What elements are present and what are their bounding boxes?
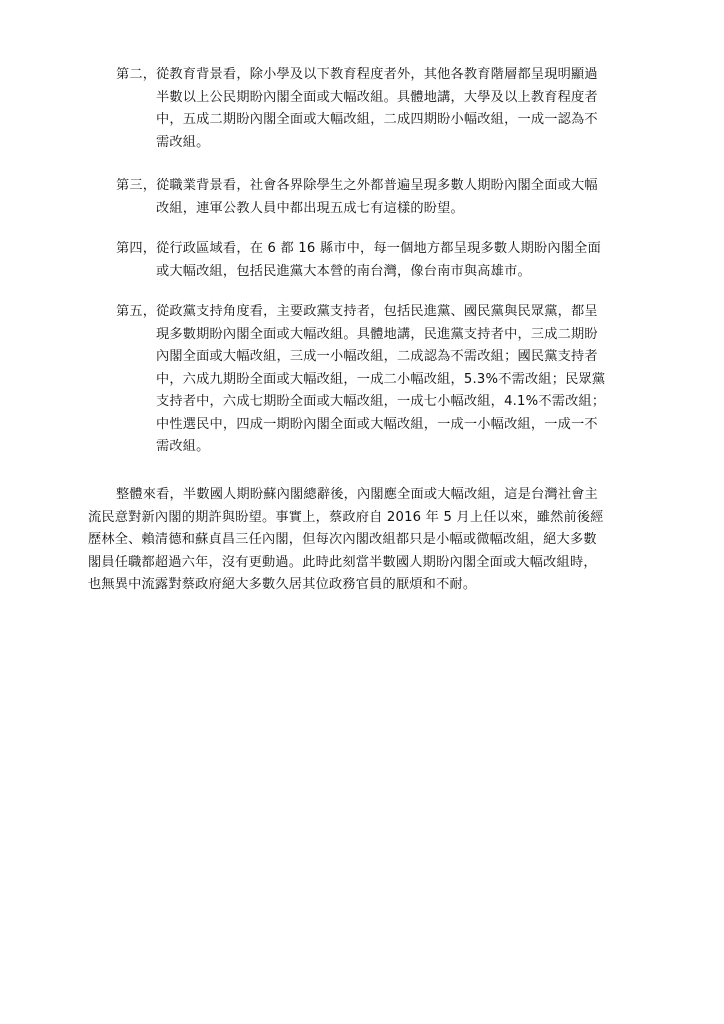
paragraph-marker: 第五， [116,304,157,319]
paragraph-line: 內閣全面或大幅改組，三成一小幅改組，二成認為不需改組；國民黨支持者 [156,349,598,364]
paragraph-marker: 第四， [116,241,157,256]
paragraph-line: 中，六成九期盼全面或大幅改組，一成二小幅改組，5.3%不需改組；民眾黨 [156,371,606,387]
summary-line: 整體來看，半數國人期盼蘇內閣總辭後，內閣應全面或大幅改組，這是台灣社會主 [116,487,598,502]
summary-line: 閣員任職都超過六年，沒有更動過。此時此刻當半數國人期盼內閣全面或大幅改組時， [88,554,597,570]
paragraph-line: 現多數期盼內閣全面或大幅改組。具體地講，民進黨支持者中，三成二期盼 [156,326,598,342]
paragraph-line: 支持者中，六成七期盼全面或大幅改組，一成七小幅改組，4.1%不需改組； [156,394,606,409]
numbered-paragraph-4 [116,238,642,283]
paragraph-line: 或大幅改組，包括民進黨大本營的南台灣，像台南市與高雄市。 [156,263,531,279]
paragraph-marker: 第三， [116,178,157,193]
summary-line: 歷林全、賴清德和蘇貞昌三任內閣，但每次內閣改組都只是小幅或微幅改組，絕大多數 [88,532,597,547]
paragraph-marker: 第二， [116,67,157,82]
paragraph-line: 中，五成二期盼內閣全面或大幅改組，二成四期盼小幅改組，一成一認為不 [156,112,598,127]
paragraph-line: 中性選民中，四成一期盼內閣全面或大幅改組，一成一小幅改組，一成一不 [156,416,598,432]
paragraph-line: 需改組。 [156,439,210,454]
numbered-paragraph-2 [116,64,642,154]
summary-line: 也無異中流露對蔡政府絕大多數久居其位政務官員的厭煩和不耐。 [88,577,477,592]
numbered-paragraph-5 [116,301,642,459]
paragraph-line: 從教育背景看，除小學及以下教育程度者外，其他各教育階層都呈現明顯過 [156,67,598,82]
paragraph-line: 需改組。 [156,134,210,150]
paragraph-line: 改組，連軍公教人員中都出現五成七有這樣的盼望。 [156,200,464,216]
paragraph-line: 從政黨支持角度看，主要政黨支持者，包括民進黨、國民黨與民眾黨，都呈 [156,304,598,319]
paragraph-line: 從行政區域看，在 6 都 16 縣市中，每一個地方都呈現多數人期盼內閣全面 [156,241,601,256]
paragraph-line: 從職業背景看，社會各界除學生之外都普遍呈現多數人期盼內閣全面或大幅 [156,178,598,193]
summary-paragraph [88,484,644,597]
paragraph-line: 半數以上公民期盼內閣全面或大幅改組。具體地講，大學及以上教育程度者 [156,89,598,105]
numbered-paragraph-3 [116,175,642,220]
summary-line: 流民意對新內閣的期許與盼望。事實上，蔡政府自 2016 年 5 月上任以來，雖然前後經 [88,509,604,525]
